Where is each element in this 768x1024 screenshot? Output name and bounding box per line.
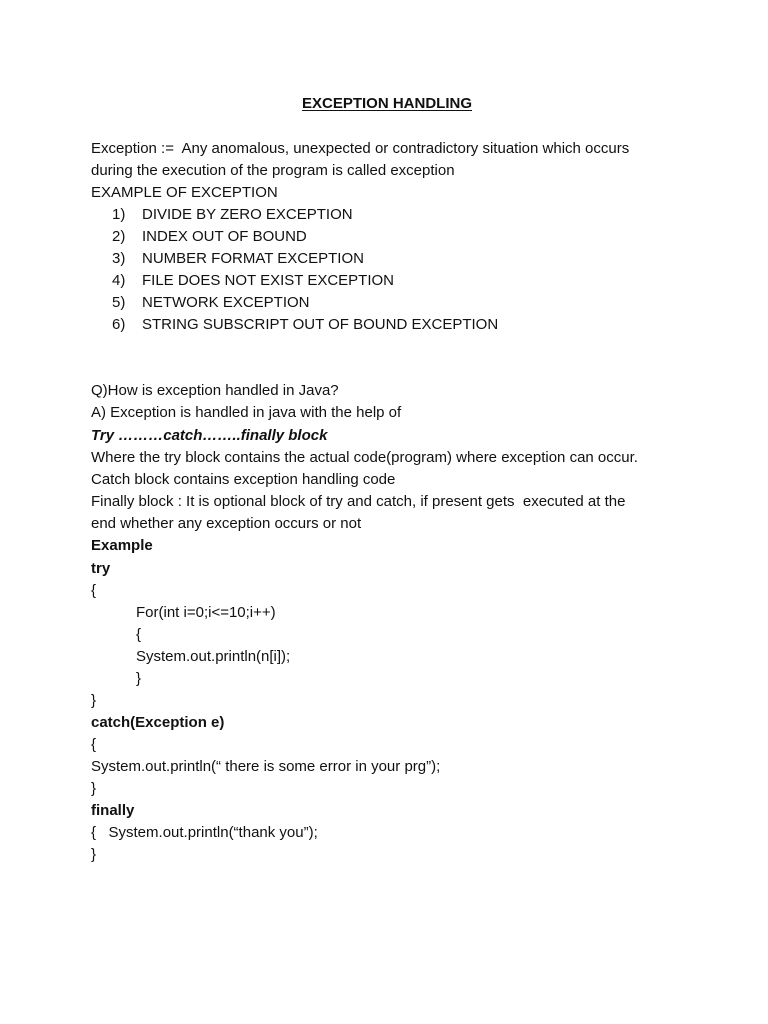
list-text: NETWORK EXCEPTION	[142, 294, 310, 311]
code-catch-print-line: System.out.println(“ there is some error in your prg”);	[91, 758, 441, 775]
list-number: 1)	[112, 206, 126, 223]
explanation-line: end whether any exception occurs or not	[91, 515, 362, 532]
list-item	[112, 294, 310, 312]
list-text: STRING SUBSCRIPT OUT OF BOUND EXCEPTION	[142, 316, 499, 333]
code-finally-line: { System.out.println(“thank you”);	[91, 824, 318, 841]
definition-line-1: Exception := Any anomalous, unexpected or contradictory situation which occurs	[91, 140, 630, 157]
code-finally-keyword: finally	[91, 802, 135, 819]
code-catch-keyword: catch(Exception e)	[91, 714, 225, 731]
list-text: DIVIDE BY ZERO EXCEPTION	[142, 206, 353, 223]
explanation-line: Where the try block contains the actual code(program) where exception can occur.	[91, 449, 638, 466]
examples-heading: EXAMPLE OF EXCEPTION	[91, 184, 278, 201]
list-number: 3)	[112, 250, 126, 267]
list-item	[112, 206, 353, 224]
code-print-line: System.out.println(n[i]);	[136, 648, 291, 665]
list-text: FILE DOES NOT EXIST EXCEPTION	[142, 272, 395, 289]
list-text: INDEX OUT OF BOUND	[142, 228, 307, 245]
list-number: 5)	[112, 294, 126, 311]
explanation-line: Catch block contains exception handling code	[91, 471, 396, 488]
code-brace: }	[91, 846, 97, 863]
list-item	[112, 250, 364, 268]
code-brace: {	[91, 582, 97, 599]
code-brace: }	[136, 670, 142, 687]
example-label: Example	[91, 537, 153, 554]
block-name-text: Try ………catch……..finally block	[91, 427, 328, 444]
code-for-line: For(int i=0;i<=10;i++)	[136, 604, 276, 621]
answer-text: A) Exception is handled in java with the help of	[91, 404, 402, 421]
code-brace: {	[136, 626, 142, 643]
list-number: 4)	[112, 272, 126, 289]
list-text: NUMBER FORMAT EXCEPTION	[142, 250, 364, 267]
code-brace: {	[91, 736, 97, 753]
list-number: 2)	[112, 228, 126, 245]
document-title: EXCEPTION HANDLING	[302, 95, 473, 112]
explanation-line: Finally block : It is optional block of try and catch, if present gets executed at the	[91, 493, 626, 510]
list-number: 6)	[112, 316, 126, 333]
code-brace: }	[91, 780, 97, 797]
question-text: Q)How is exception handled in Java?	[91, 382, 339, 399]
code-try-keyword: try	[91, 560, 111, 577]
list-item	[112, 316, 498, 334]
code-brace: }	[91, 692, 97, 709]
definition-line-2: during the execution of the program is called exception	[91, 162, 455, 179]
list-item	[112, 228, 307, 246]
list-item	[112, 272, 394, 290]
